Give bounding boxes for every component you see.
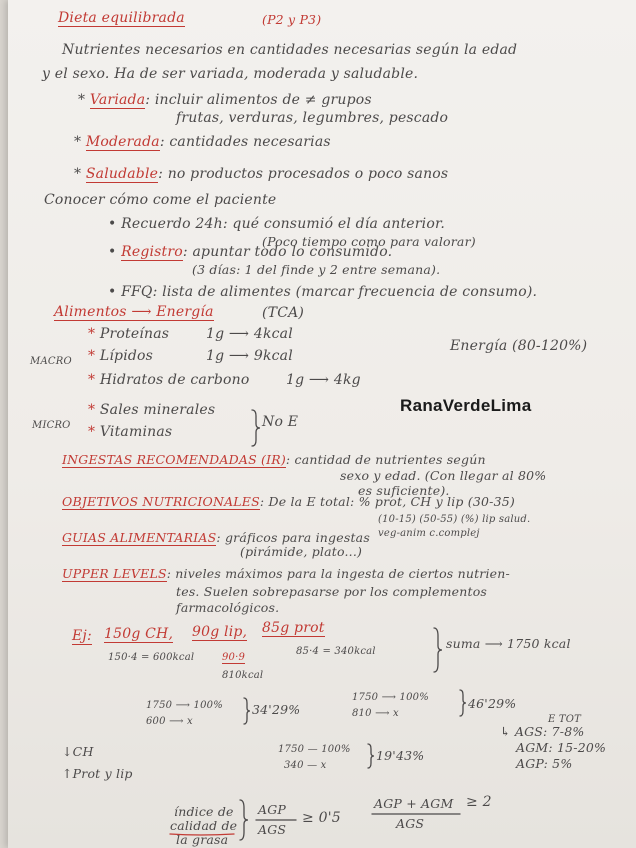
registro-note: (3 días: 1 del finde y 2 entre semana). [192,262,441,277]
vitaminas-item: * Vitaminas [88,424,173,440]
saludable-item: * Saludable: no productos procesados o poco sanos [74,166,449,182]
proteinas-item: * Proteínas [88,326,170,342]
tca-note: (TCA) [262,305,305,321]
example-prot-calc: 85·4 = 340kcal [296,646,376,657]
example-ch: 150g CH, [104,626,174,642]
hidratos-item: * Hidratos de carbono [88,372,250,388]
ir-heading: INGESTAS RECOMENDADAS (IR): cantidad de nutrientes según [62,452,486,467]
ratio2-line-a: 1750 ⟶ 100% [352,692,429,703]
example-prot: 85g prot [262,620,325,636]
formula2-relation: ≥ 2 [466,794,492,810]
no-e-note: No E [262,414,299,430]
ffq-item: • FFQ: lista de alimentes (marcar frecuencia de consumo). [108,284,538,300]
micro-label: MICRO [32,420,71,431]
formula1-relation: ≥ 0'5 [302,810,341,826]
alimentos-energia: Alimentos ⟶ Energía [54,304,214,320]
agp-range: AGP: 5% [516,756,573,771]
conocer-heading: Conocer cómo come el paciente [44,192,277,208]
objetivos-heading: OBJETIVOS NUTRICIONALES: De la E total: % prot, CH y lip (30-35) [62,494,515,509]
agm-range: AGM: 15-20% [516,740,607,755]
ratio3-line-a: 1750 — 100% [278,744,351,755]
example-label: Ej: [72,628,92,644]
objetivos-notes: veg-anim c.complej [378,528,480,539]
etot-label: E TOT [548,714,582,725]
lipidos-item: * Lípidos [88,348,154,364]
ir-line-2: sexo y edad. (Con llegar al 80% [340,468,547,483]
objetivos-ranges: (10-15) (50-55) (%) lip salud. [378,514,531,525]
ratio2-line-b: 810 ⟶ x [352,708,399,719]
moderada-item: * Moderada: cantidades necesarias [74,134,331,150]
example-lip-calc: 90·9 [222,652,246,663]
ratio3-line-b: 340 — x [284,760,327,771]
formula1-numerator: AGP [258,802,287,817]
example-lip-result: 810kcal [222,670,264,681]
lipidos-value: 1g ⟶ 9kcal [206,348,293,364]
registro-item: • Registro: apuntar todo lo consumido. [108,244,393,260]
example-lip: 90g lip, [192,624,248,640]
indice-line-2: calidad de [170,818,238,833]
macro-label: MACRO [30,356,72,367]
recuerdo-item: • Recuerdo 24h: qué consumió el día anterior. [108,216,445,232]
guias-heading: GUIAS ALIMENTARIAS: gráficos para ingestas [62,530,370,545]
watermark-text: RanaVerdeLima [400,396,532,415]
title-dieta-equilibrada: Dieta equilibrada [58,10,185,26]
sales-item: * Sales minerales [88,402,216,418]
upper-levels-line-2: tes. Suelen sobrepasarse por los complementos [176,584,488,599]
formula2-denominator: AGS [396,816,425,831]
ratio1-line-a: 1750 ⟶ 100% [146,700,223,711]
title-reference: (P2 y P3) [262,12,322,27]
ags-range: ↳ AGS: 7-8% [500,724,585,739]
upper-levels-heading: UPPER LEVELS: niveles máximos para la ingesta de ciertos nutrien- [62,566,510,581]
variada-examples: frutas, verduras, legumbres, pescado [176,110,449,126]
recuerdo-note: (Poco tiempo como para valorar) [262,234,476,249]
upper-levels-line-3: farmacológicos. [176,600,280,615]
intro-line-1: Nutrientes necesarios en cantidades necesarias según la edad [62,42,518,58]
prot-up-note: ↑Prot y lip [62,766,133,781]
ratio2-result: 46'29% [468,696,517,711]
energia-range: Energía (80-120%) [450,338,588,354]
example-sum: suma ⟶ 1750 kcal [446,636,571,651]
ratio3-result: 19'43% [376,748,425,763]
intro-line-2: y el sexo. Ha de ser variada, moderada y saludable. [42,66,419,82]
ratio1-result: 34'29% [252,702,301,717]
ratio1-line-b: 600 ⟶ x [146,716,193,727]
formula1-denominator: AGS [258,822,287,837]
guias-note: (pirámide, plato...) [240,544,363,559]
ch-down-note: ↓CH [62,744,94,759]
proteinas-value: 1g ⟶ 4kcal [206,326,293,342]
indice-line-3: la grasa [176,832,229,847]
indice-line-1: índice de [174,804,234,819]
example-ch-calc: 150·4 = 600kcal [108,652,195,663]
variada-item: * Variada: incluir alimentos de ≠ grupos [78,92,372,108]
formula2-numerator: AGP + AGM [374,796,454,811]
ir-line-3: es suficiente). [358,483,450,498]
hidratos-value: 1g ⟶ 4kg [286,372,361,388]
